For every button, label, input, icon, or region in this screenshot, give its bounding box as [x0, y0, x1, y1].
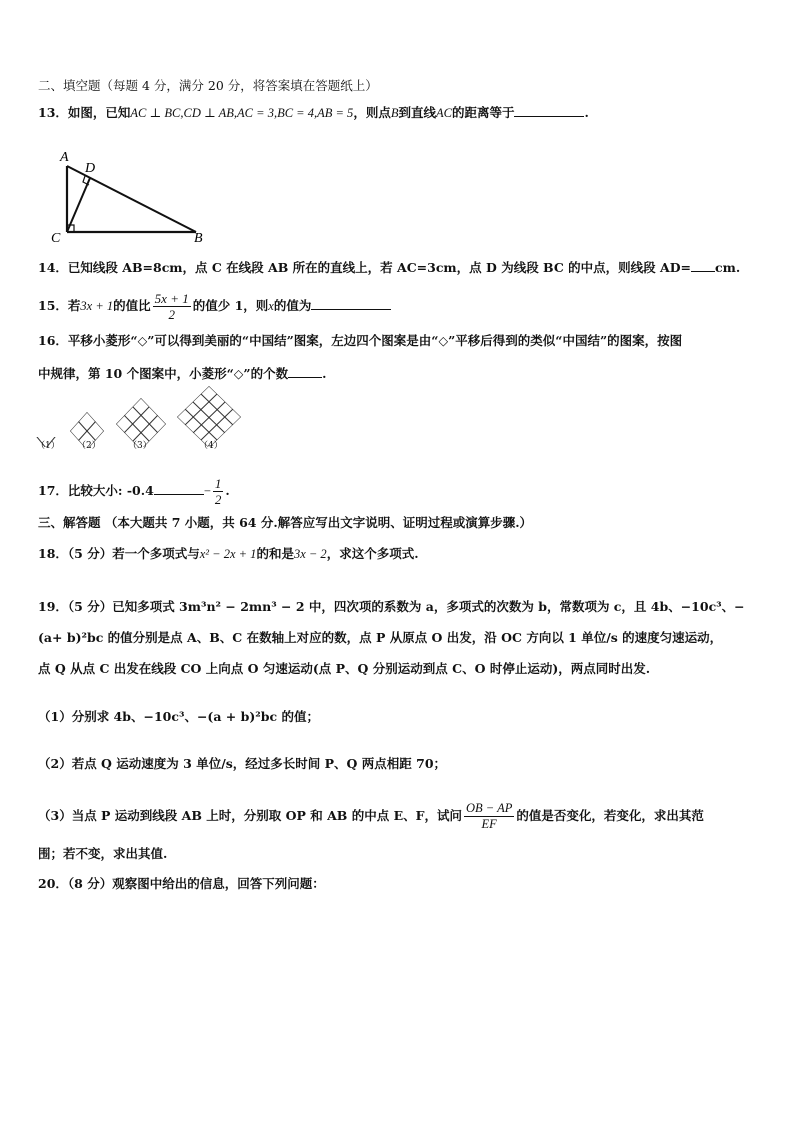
question-19-part-3-line-2: 围；若不变，求出其值.: [38, 846, 168, 861]
question-15: 15．若3x + 1的值比 $\frac{5x + 1}{2}$ 的值少 1，则x的值为: [38, 289, 391, 323]
pattern-label-2: （2）: [77, 441, 101, 451]
section-3-header: 三、解答题 （本大题共 7 小题，共 64 分.解答应写出文字说明、证明过程或演算步骤.）: [38, 515, 533, 530]
pattern-label-1: （1）: [36, 441, 60, 451]
triangle-figure: [48, 145, 218, 245]
question-19-line-1: 19．（5 分）已知多项式 3m³n² − 2mn³ − 2 中，四次项的系数为 a，多项式的次数为 b，常数项为 c，且 4b、−10c³、−: [38, 599, 745, 614]
question-19-part-1: （1）分别求 4b、−10c³、−(a + b)²bc 的值；: [38, 709, 319, 724]
label-a: A: [60, 150, 69, 165]
fraction: $\frac{5x + 1}{2}$: [154, 291, 189, 322]
answer-blank: [288, 365, 322, 378]
question-16-line-1: 16．平移小菱形“◇”可以得到美丽的“中国结”图案，左边四个图案是由“◇”平移后得到的类似“中国结”的图案，按图: [38, 333, 683, 348]
question-20: 20．（8 分）观察图中给出的信息，回答下列问题：: [38, 876, 325, 891]
label-b: B: [194, 231, 203, 245]
answer-blank: [154, 482, 204, 495]
section-2-header: 二、填空题（每题 4 分，满分 20 分，将答案填在答题纸上）: [38, 78, 378, 93]
question-17: 17．比较大小: -0.4 − $\frac{1}{2}$ .: [38, 476, 230, 507]
label-c: C: [51, 231, 61, 245]
question-19-line-3: 点 Q 从点 C 出发在线段 CO 上向点 O 匀速运动(点 P、Q 分别运动到点 C、O 时停止运动)，两点同时出发.: [38, 661, 651, 676]
answer-blank: [514, 104, 584, 117]
question-16-line-2: 中规律，第 10 个图案中，小菱形“◇”的个数 .: [38, 366, 327, 381]
label-d: D: [85, 161, 96, 176]
question-19-part-2: （2）若点 Q 运动速度为 3 单位/s，经过多长时间 P、Q 两点相距 70；: [38, 756, 447, 771]
question-14: 14．已知线段 AB=8cm，点 C 在线段 AB 所在的直线上，若 AC=3cm，点 D 为线段 BC 的中点，则线段 AD= cm.: [38, 260, 741, 275]
answer-blank: [311, 297, 391, 310]
pattern-label-3: （3）: [128, 441, 152, 451]
pattern-label-4: （4）: [199, 441, 223, 451]
fraction: $\frac{OB - AP}{EF}$: [465, 801, 513, 831]
question-13: 13．如图，已知AC ⊥ BC,CD ⊥ AB,AC = 3,BC = 4,AB = 5，则点B到直线AC的距离等于 .: [38, 105, 589, 120]
answer-blank: [691, 259, 715, 272]
question-19-part-3: （3）当点 P 运动到线段 AB 上时，分别取 OP 和 AB 的中点 E、F，试问 $\frac{OB - AP}{EF}$ 的值是否变化，若变化，求出其范: [38, 801, 704, 831]
segment-cd: [67, 178, 90, 232]
question-19-line-2: (a+ b)²bc 的值分别是点 A、B、C 在数轴上对应的数，点 P 从原点 O 出发，沿 OC 方向以 1 单位/s 的速度匀速运动，: [38, 630, 723, 645]
question-18: 18．（5 分）若一个多项式与x² − 2x + 1的和是3x − 2，求这个多项式.: [38, 546, 419, 561]
fraction: $\frac{1}{2}$: [214, 476, 222, 507]
